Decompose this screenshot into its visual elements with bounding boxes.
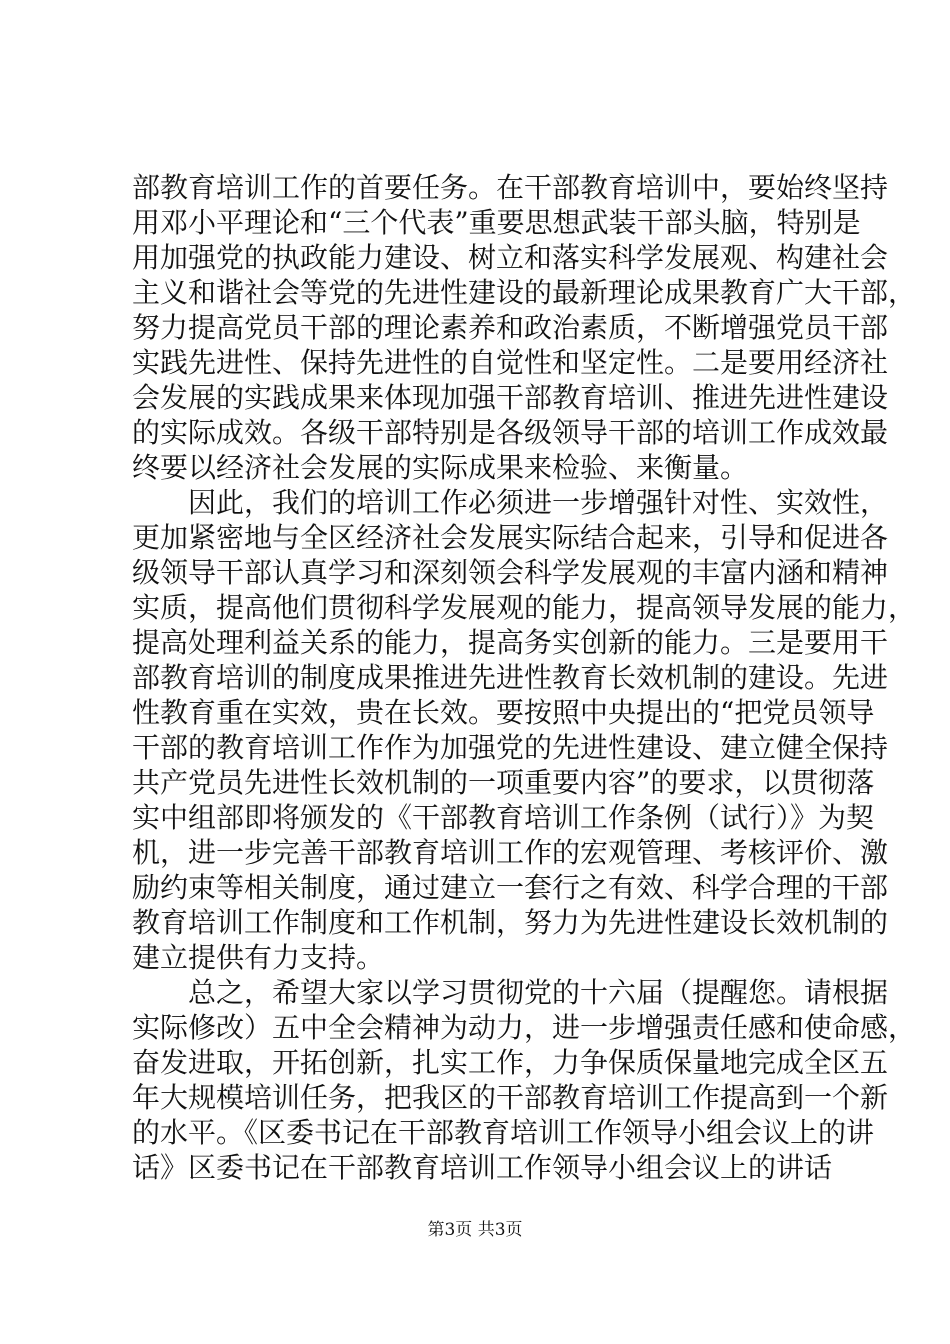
paragraph	[132, 170, 917, 485]
text-line: 机，进一步完善干部教育培训工作的宏观管理、考核评价、激	[132, 836, 889, 869]
text-line: 励约束等相关制度，通过建立一套行之有效、科学合理的干部	[132, 871, 889, 904]
text-line: 更加紧密地与全区经济社会发展实际结合起来，引导和促进各	[132, 521, 889, 554]
text-line: 努力提高党员干部的理论素养和政治素质，不断增强党员干部	[132, 311, 889, 344]
text-line: 性教育重在实效，贵在长效。要按照中央提出的“把党员领导	[132, 696, 875, 729]
text-line: 教育培训工作制度和工作机制，努力为先进性建设长效机制的	[132, 906, 889, 939]
text-line: 因此，我们的培训工作必须进一步增强针对性、实效性，	[188, 486, 889, 519]
text-line: 部教育培训工作的首要任务。在干部教育培训中，要始终坚持	[132, 171, 889, 204]
text-line: 实践先进性、保持先进性的自觉性和坚定性。二是要用经济社	[132, 346, 889, 379]
page-footer: 第3页 共3页	[427, 1220, 523, 1240]
text-line: 奋发进取，开拓创新，扎实工作，力争保质保量地完成全区五	[132, 1046, 889, 1079]
text-line: 的水平。《区委书记在干部教育培训工作领导小组会议上的讲	[132, 1116, 875, 1149]
text-line: 共产党员先进性长效机制的一项重要内容”的要求，以贯彻落	[132, 766, 875, 799]
text-line: 干部的教育培训工作作为加强党的先进性建设、建立健全保持	[132, 731, 889, 764]
text-line: 总之，希望大家以学习贯彻党的十六届（提醒您。请根据	[188, 976, 889, 1009]
paragraph	[132, 485, 917, 975]
text-line: 实际修改）五中全会精神为动力，进一步增强责任感和使命感，	[132, 1011, 917, 1044]
text-line: 提高处理利益关系的能力，提高务实创新的能力。三是要用干	[132, 626, 889, 659]
text-line: 部教育培训的制度成果推进先进性教育长效机制的建设。先进	[132, 661, 889, 694]
text-line: 话》区委书记在干部教育培训工作领导小组会议上的讲话	[132, 1151, 833, 1184]
text-line: 用加强党的执政能力建设、树立和落实科学发展观、构建社会	[132, 241, 889, 274]
text-line: 实中组部即将颁发的《干部教育培训工作条例（试行）》为契	[132, 801, 875, 834]
text-line: 年大规模培训任务，把我区的干部教育培训工作提高到一个新	[132, 1081, 889, 1114]
text-line: 级领导干部认真学习和深刻领会科学发展观的丰富内涵和精神	[132, 556, 889, 589]
text-line: 建立提供有力支持。	[132, 941, 385, 974]
paragraph	[132, 975, 917, 1185]
text-line: 会发展的实践成果来体现加强干部教育培训、推进先进性建设	[132, 381, 889, 414]
text-line: 用邓小平理论和“三个代表”重要思想武装干部头脑，特别是	[132, 206, 861, 239]
text-line: 主义和谐社会等党的先进性建设的最新理论成果教育广大干部，	[132, 276, 917, 309]
text-line: 实质，提高他们贯彻科学发展观的能力，提高领导发展的能力，	[132, 591, 917, 624]
text-line: 终要以经济社会发展的实际成果来检验、来衡量。	[132, 451, 749, 484]
document-body	[132, 170, 917, 1185]
text-line: 的实际成效。各级干部特别是各级领导干部的培训工作成效最	[132, 416, 889, 449]
